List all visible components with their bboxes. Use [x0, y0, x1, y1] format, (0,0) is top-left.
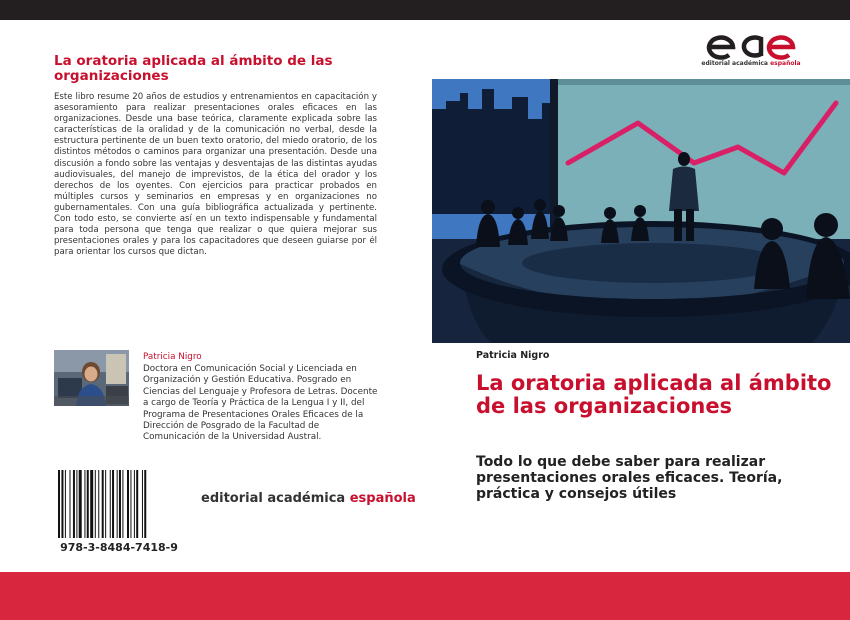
isbn-number: 978-3-8484-7418-9: [60, 541, 178, 554]
logo-wordmark-accent: española: [770, 60, 801, 67]
bottom-color-band: [0, 572, 850, 620]
front-author-name: Patricia Nigro: [476, 350, 550, 361]
barcode-icon: [58, 470, 176, 538]
author-bio: Doctora en Comunicación Social y Licenciada en Organización y Gestión Educativa. Posgrado en Ciencias del Lenguaje y Profesora de Letras. Docente a cargo de Teoría y Práctica de la Lengua I y II, del Programa de Presentaciones Orales Eficaces de la Dirección de Posgrado de la Facultad de Comunicación de la Universidad Austral.: [143, 364, 378, 443]
author-photo-icon: [54, 350, 129, 406]
logo-wordmark: [700, 60, 802, 67]
author-name: Patricia Nigro: [143, 352, 202, 362]
front-cover-subtitle: Todo lo que debe saber para realizar presentaciones orales eficaces. Teoría, práctica y consejos útiles: [476, 454, 783, 502]
back-cover-title: La oratoria aplicada al ámbito de las organizaciones: [54, 53, 333, 84]
top-bar: [0, 0, 850, 20]
publisher-wordmark-main: editorial académica: [201, 491, 350, 506]
presentation-illustration-icon: [432, 79, 850, 343]
publisher-wordmark: [201, 491, 416, 506]
front-cover-title: La oratoria aplicada al ámbito de las organizaciones: [476, 371, 832, 418]
back-cover-description: Este libro resume 20 años de estudios y entrenamientos en capacitación y asesoramiento para realizar presentaciones orales eficaces en las organizaciones. Desde una base teórica, claramente explicada sobre las características de la oralidad y de la comunicación no verbal, desde la estructura pertinente de un buen texto oratorio, del miedo oratorio, de los distintos métodos o caminos para organizar una presentación. Desde una discusión a fondo sobre las ventajas y desventajas de las distintas ayudas audiovisuales, del manejo de imprevistos, de la ética del orador y los derechos de los oyentes. Con ejercicios para practicar probados en múltiples cursos y seminarios en empresas y en organizaciones no gubernamentales. Con una guía bibliográfica actualizada y pertinente. Con todo esto, se convierte así en un texto indispensable y fundamental para toda persona que tenga que realizar o que quiera mejorar sus presentaciones orales y para los capacitadores que deseen guiarse por él para orientar los cursos que dictan.: [54, 92, 377, 258]
logo-wordmark-main: editorial académica: [701, 60, 771, 67]
publisher-wordmark-accent: española: [349, 491, 416, 506]
